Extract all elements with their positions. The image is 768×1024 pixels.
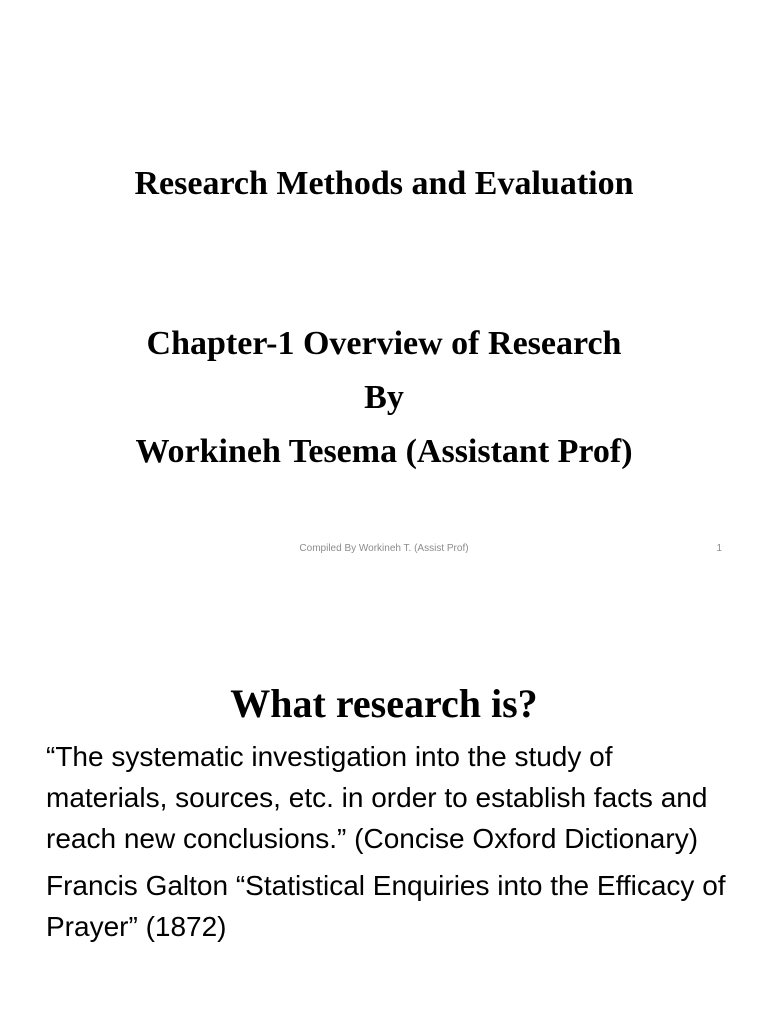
course-title: Research Methods and Evaluation	[134, 165, 634, 202]
slide-footer: Compiled By Workineh T. (Assist Prof)	[299, 543, 469, 554]
slide-what-research-is	[0, 608, 768, 1024]
chapter-title: Chapter-1 Overview of Research	[146, 325, 622, 362]
slide-page-number: 1	[716, 543, 722, 554]
slide-heading: What research is?	[230, 681, 538, 726]
definition-paragraph: “The systematic investigation into the study of materials, sources, etc. in order to establish facts and reach new conclusions.” (Concise Oxford Dictionary)	[46, 741, 708, 854]
galton-paragraph: Francis Galton “Statistical Enquiries into the Efficacy of Prayer” (1872)	[46, 870, 726, 942]
slide-body	[46, 736, 736, 953]
by-label: By	[364, 379, 404, 416]
author-name: Workineh Tesema (Assistant Prof)	[135, 433, 633, 470]
